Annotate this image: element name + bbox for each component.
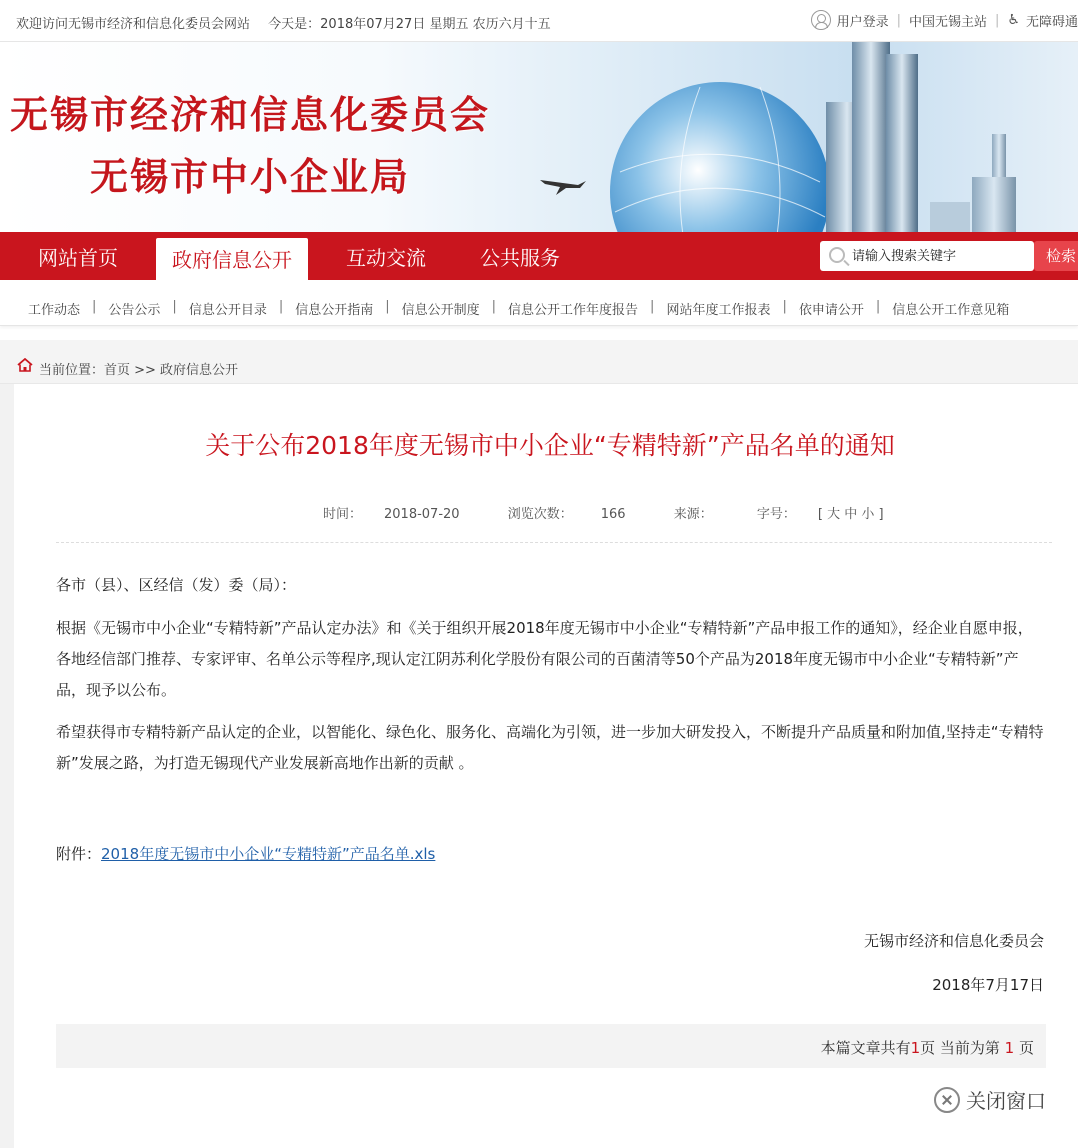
banner: [0, 42, 1078, 232]
breadcrumb-text: 当前位置：首页 >> 政府信息公开: [39, 363, 239, 378]
search-button[interactable]: 检索: [1034, 241, 1078, 271]
meta-views: 166: [600, 507, 626, 522]
article-greeting: 各市（县）、区经信（发）委（局）：: [56, 576, 297, 594]
meta-source-label: 来源：: [673, 507, 713, 522]
accessibility-link[interactable]: 无障碍通: [1025, 14, 1078, 30]
meta-time: 2018-07-20: [384, 507, 460, 522]
subnav-item-announcements[interactable]: 公告公示: [108, 303, 161, 318]
attachment: [56, 843, 435, 864]
subnav-item-catalog[interactable]: 信息公开目录: [188, 303, 267, 318]
user-login-link[interactable]: 用户登录: [836, 14, 889, 30]
top-bar-right: [811, 10, 1078, 30]
article-paragraph-1: 根据《无锡市中小企业“专精特新”产品认定办法》和《关于组织开展2018年度无锡市中小企业“专精特新”产品申报工作的通知》，经企业自愿申报，各地经信部门推荐、专家评审、名单公示等程序,现认定江阴苏利化学股份有限公司的百菌清等50个产品为2018年度无锡市中小企业“专精特新”产品，现予以公布。: [56, 619, 1033, 699]
pager-text: [821, 1037, 1034, 1058]
pager: [56, 1024, 1046, 1068]
divider: |: [92, 299, 97, 314]
subnav-item-work-news[interactable]: 工作动态: [28, 303, 81, 318]
article-signature: 无锡市经济和信息化委员会: [863, 932, 1044, 950]
breadcrumb: [0, 340, 1078, 384]
divider: |: [782, 299, 787, 314]
nav-item-home[interactable]: 网站首页: [38, 246, 118, 270]
globe-graphic: [610, 82, 830, 232]
close-window-label[interactable]: 关闭窗口: [966, 1089, 1046, 1113]
attachment-label: 附件：: [56, 845, 102, 863]
search-input[interactable]: [852, 245, 1028, 267]
main-site-link[interactable]: 中国无锡主站: [909, 14, 988, 30]
banner-title-line1: 无锡市经济和信息化委员会: [10, 92, 491, 137]
divider: |: [172, 299, 177, 314]
banner-title-line2: 无锡市中小企业局: [90, 154, 411, 199]
article-meta: [323, 503, 928, 522]
top-bar: [0, 0, 1078, 42]
divider: |: [385, 299, 390, 314]
nav-item-public-service[interactable]: 公共服务: [480, 246, 560, 270]
article-date: 2018年7月17日: [932, 976, 1044, 994]
welcome-text: 欢迎访问无锡市经济和信息化委员会网站: [16, 17, 251, 32]
divider: [56, 542, 1052, 543]
subnav-item-feedback[interactable]: 信息公开工作意见箱: [892, 303, 1010, 318]
skyscrapers-graphic: [826, 42, 1016, 232]
sub-nav-row: [28, 299, 1009, 318]
airplane-icon: [540, 180, 586, 195]
top-bar-left: [16, 13, 565, 32]
divider: |: [278, 299, 284, 314]
divider: |: [896, 12, 902, 28]
divider: |: [491, 299, 497, 314]
home-icon: [17, 358, 33, 372]
subnav-item-system[interactable]: 信息公开制度: [401, 303, 480, 318]
divider: |: [875, 299, 881, 314]
sub-nav: [0, 280, 1078, 326]
close-icon[interactable]: [934, 1087, 960, 1113]
subnav-item-guide[interactable]: 信息公开指南: [295, 303, 374, 318]
nav-item-gov-info[interactable]: 政府信息公开: [156, 238, 308, 280]
nav-item-interaction[interactable]: 互动交流: [346, 246, 426, 270]
subnav-item-application[interactable]: 依申请公开: [798, 303, 864, 318]
pager-suffix: 页: [1014, 1039, 1034, 1057]
meta-time-label: 时间：: [323, 507, 363, 522]
font-size-switch[interactable]: [ 大 中 小 ]: [817, 507, 884, 522]
today-text: 今天是：2018年07月27日 星期五 农历六月十五: [268, 17, 551, 32]
pager-mid: 页 当前为第: [920, 1039, 1005, 1057]
attachment-link[interactable]: 2018年度无锡市中小企业“专精特新”产品名单.xls: [101, 845, 436, 863]
pager-total: 1: [910, 1039, 921, 1057]
user-icon[interactable]: [811, 10, 831, 30]
meta-font-label: 字号：: [756, 507, 796, 522]
meta-views-label: 浏览次数：: [507, 507, 573, 522]
close-window-button[interactable]: [934, 1085, 1046, 1114]
main-nav: [0, 232, 1078, 280]
subnav-item-annual-report[interactable]: 信息公开工作年度报告: [508, 303, 639, 318]
article-paragraph-2: 希望获得市专精特新产品认定的企业，以智能化、绿色化、服务化、高端化为引领，进一步加大研发投入，不断提升产品质量和附加值,坚持走“专精特新”发展之路，为打造无锡现代产业发展新高地作出新的贡献 。: [56, 723, 1044, 772]
pager-prefix: 本篇文章共有: [820, 1039, 911, 1057]
search-box: [820, 241, 1034, 271]
pager-current: 1: [1004, 1039, 1015, 1057]
subnav-item-site-report[interactable]: 网站年度工作报表: [666, 303, 771, 318]
divider: |: [995, 12, 1000, 28]
accessibility-icon[interactable]: ♿: [1007, 12, 1020, 28]
article-title: 关于公布2018年度无锡市中小企业“专精特新”产品名单的通知: [205, 431, 895, 460]
divider: |: [650, 299, 655, 314]
search-icon: [829, 247, 845, 263]
